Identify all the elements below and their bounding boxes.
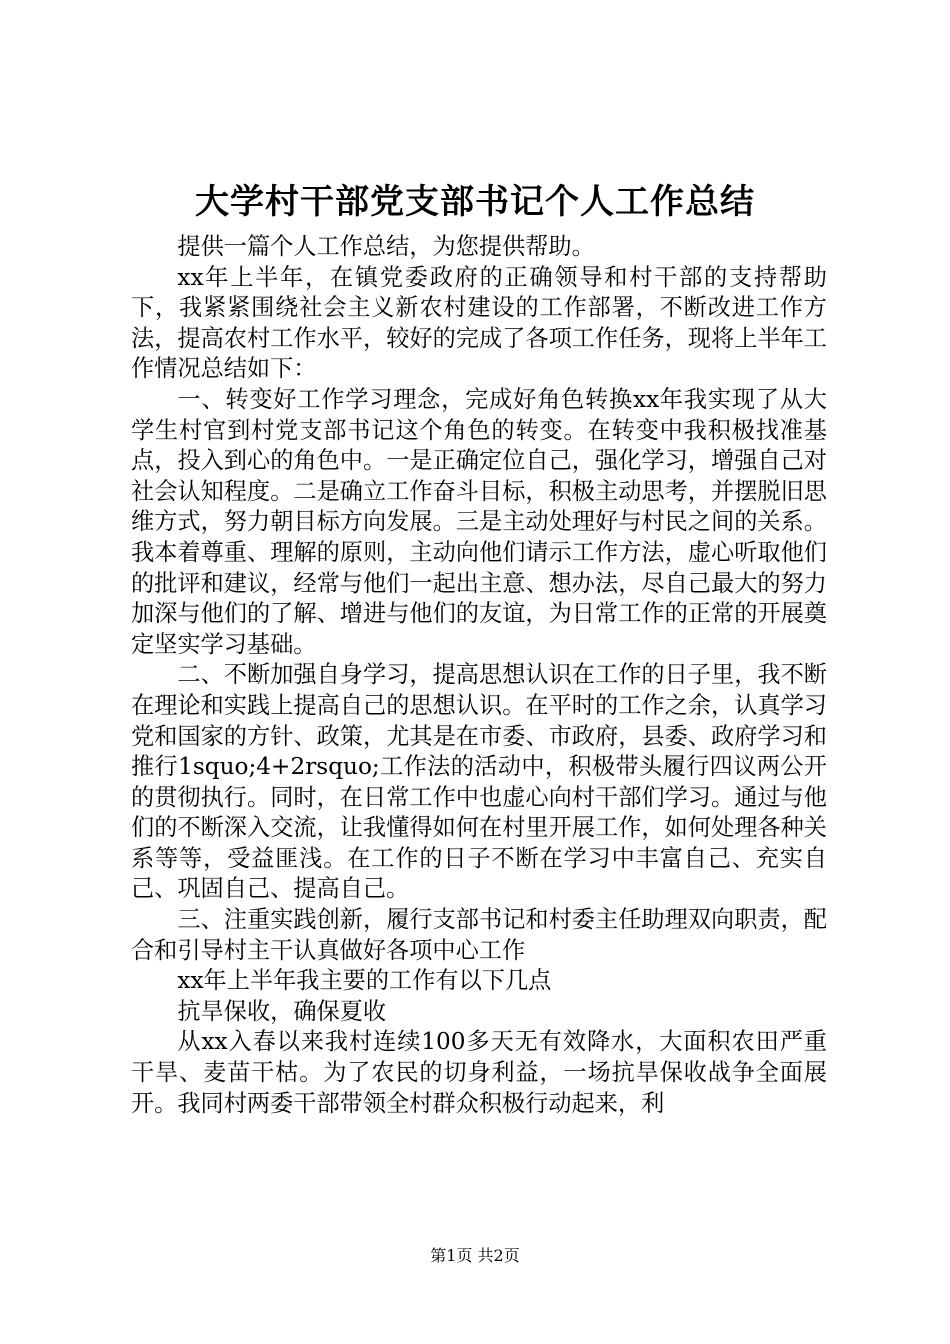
paragraph-work-points: xx年上半年我主要的工作有以下几点 [177,967,552,995]
paragraph-section-1: 一、转变好工作学习理念，完成好角色转换xx年我实现了从大学生村官到村党支部书记这个角色的转变。在转变中我积极找准基点，投入到心的角色中。一是正确定位自己，强化学习，增强自己对社会认知程度。二是确立工作奋斗目标，积极主动思考，并摆脱旧思维方式，努力朝目标方向发展。三是主动处理好与村民之间的关系。我本着尊重、理解的原则，主动向他们请示工作方法，虚心听取他们的批评和建议，经常与他们一起出主意、想办法，尽自己最大的努力加深与他们的了解、增进与他们的友谊，为日常工作的正常的开展奠定坚实学习基础。 [131,385,827,658]
paragraph-drought-heading: 抗旱保收，确保夏收 [177,997,387,1025]
paragraph-drought-body: 从xx入春以来我村连续100多天无有效降水，大面积农田严重干旱、麦苗干枯。为了农民的切身利益，一场抗旱保收战争全面展开。我同村两委干部带领全村群众积极行动起来，利 [131,1028,827,1117]
document-body [131,232,827,1119]
document-title: 大学村干部党支部书记个人工作总结 [195,182,755,222]
paragraph-intro: 提供一篇个人工作总结，为您提供帮助。 [177,233,595,260]
page-footer: 第1页 共2页 [430,1246,520,1265]
paragraph-overview: xx年上半年，在镇党委政府的正确领导和村干部的支持帮助下，我紧紧围绕社会主义新农村建设的工作部署，不断改进工作方法，提高农村工作水平，较好的完成了各项工作任务，现将上半年工作情况总结如下： [131,263,827,383]
paragraph-section-3: 三、注重实践创新，履行支部书记和村委主任助理双向职责，配合和引导村主干认真做好各项中心工作 [131,906,827,964]
paragraph-section-2: 二、不断加强自身学习，提高思想认识在工作的日子里，我不断在理论和实践上提高自己的思想认识。在平时的工作之余，认真学习党和国家的方针、政策，尤其是在市委、市政府，县委、政府学习和推行1squo;4+2rsquo;工作法的活动中，积极带头履行四议两公开的贯彻执行。同时，在日常工作中也虚心向村干部们学习。通过与他们的不断深入交流，让我懂得如何在村里开展工作，如何处理各种关系等等，受益匪浅。在工作的日子不断在学习中丰富自己、充实自己、巩固自己、提高自己。 [131,661,827,903]
